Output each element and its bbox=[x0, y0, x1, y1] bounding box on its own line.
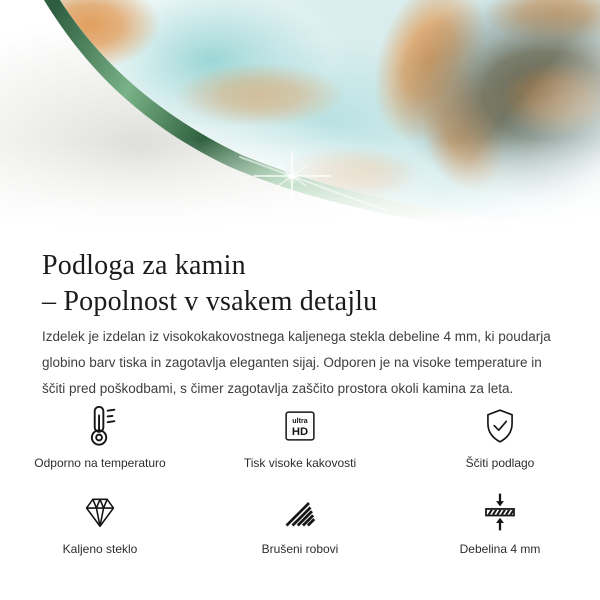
feature-label: Brušeni robovi bbox=[261, 542, 339, 556]
feature-temperature bbox=[0, 400, 200, 470]
feature-protects bbox=[400, 400, 600, 470]
feature-label: Odporno na temperaturo bbox=[34, 456, 166, 470]
feature-print-quality bbox=[200, 400, 400, 470]
feature-label: Debelina 4 mm bbox=[459, 542, 541, 556]
svg-text:HD: HD bbox=[291, 426, 309, 438]
product-description: Izdelek je izdelan iz visokokakovostnega kaljenega stekla debeline 4 mm, ki poudarja globino barv tiska in zagotavlja eleganten sijaj. Odporen je na visoke temperature in ščiti pred poškodbami, s čimer zagotavlja zaščito prostora okoli kamina za leta. bbox=[42, 328, 551, 396]
feature-beveled-edges bbox=[200, 486, 400, 556]
glass-panel-photo bbox=[0, 0, 600, 240]
feature-label: Kaljeno steklo bbox=[62, 542, 138, 556]
thickness-4mm-icon bbox=[479, 486, 521, 538]
beveled-edges-icon bbox=[282, 486, 318, 538]
title-line-2: – Popolnost v vsakem detajlu bbox=[42, 285, 378, 317]
shield-check-icon bbox=[480, 400, 520, 452]
feature-label: Ščiti podlago bbox=[465, 456, 535, 470]
features-grid bbox=[0, 400, 600, 556]
diagonal-fade bbox=[0, 0, 600, 240]
title-line-1: Podloga za kamin bbox=[42, 249, 246, 281]
diamond-icon bbox=[81, 486, 119, 538]
feature-thickness bbox=[400, 486, 600, 556]
hero-image bbox=[0, 0, 600, 240]
feature-tempered-glass bbox=[0, 486, 200, 556]
ultra-hd-icon bbox=[282, 400, 318, 452]
page-title bbox=[42, 248, 562, 320]
feature-label: Tisk visoke kakovosti bbox=[243, 456, 357, 470]
svg-text:ultra: ultra bbox=[292, 417, 308, 425]
thermometer-icon bbox=[77, 400, 123, 452]
